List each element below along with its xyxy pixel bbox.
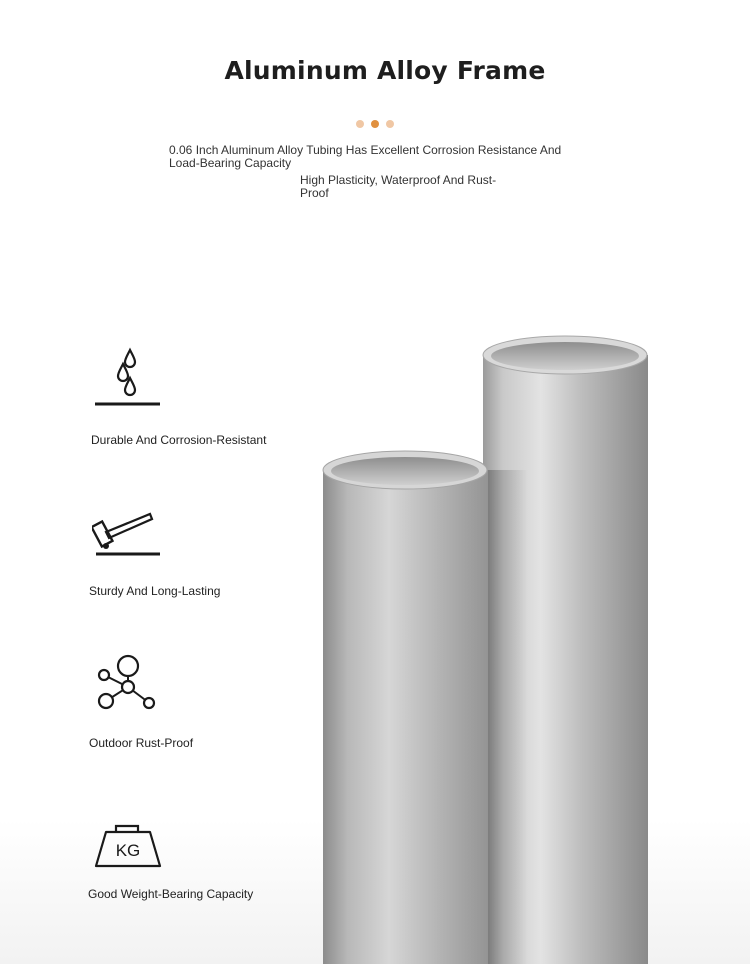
short-tube-body	[323, 470, 488, 964]
description-line-2: High Plasticity, Waterproof And Rust-Proof	[300, 173, 497, 200]
feature-label-rust-proof: Outdoor Rust-Proof	[89, 736, 194, 750]
kg-weight-icon	[94, 822, 164, 870]
description-line-1: 0.06 Inch Aluminum Alloy Tubing Has Excellent Corrosion Resistance And Load-Bearing Capacity	[169, 143, 562, 170]
hammer-icon	[92, 510, 166, 562]
page-title: Aluminum Alloy Frame	[224, 56, 546, 85]
water-drops-icon	[90, 345, 166, 409]
dot-3	[386, 120, 394, 128]
dot-1	[356, 120, 364, 128]
molecule-icon	[92, 652, 160, 714]
dot-2	[371, 120, 379, 128]
aluminum-tubes-image	[300, 320, 680, 964]
feature-label-corrosion: Durable And Corrosion-Resistant	[91, 433, 267, 447]
kg-icon-text: KG	[115, 841, 141, 860]
feature-label-sturdy: Sturdy And Long-Lasting	[89, 584, 221, 598]
feature-label-weight-bearing: Good Weight-Bearing Capacity	[88, 887, 254, 901]
decorative-dots	[356, 120, 394, 128]
